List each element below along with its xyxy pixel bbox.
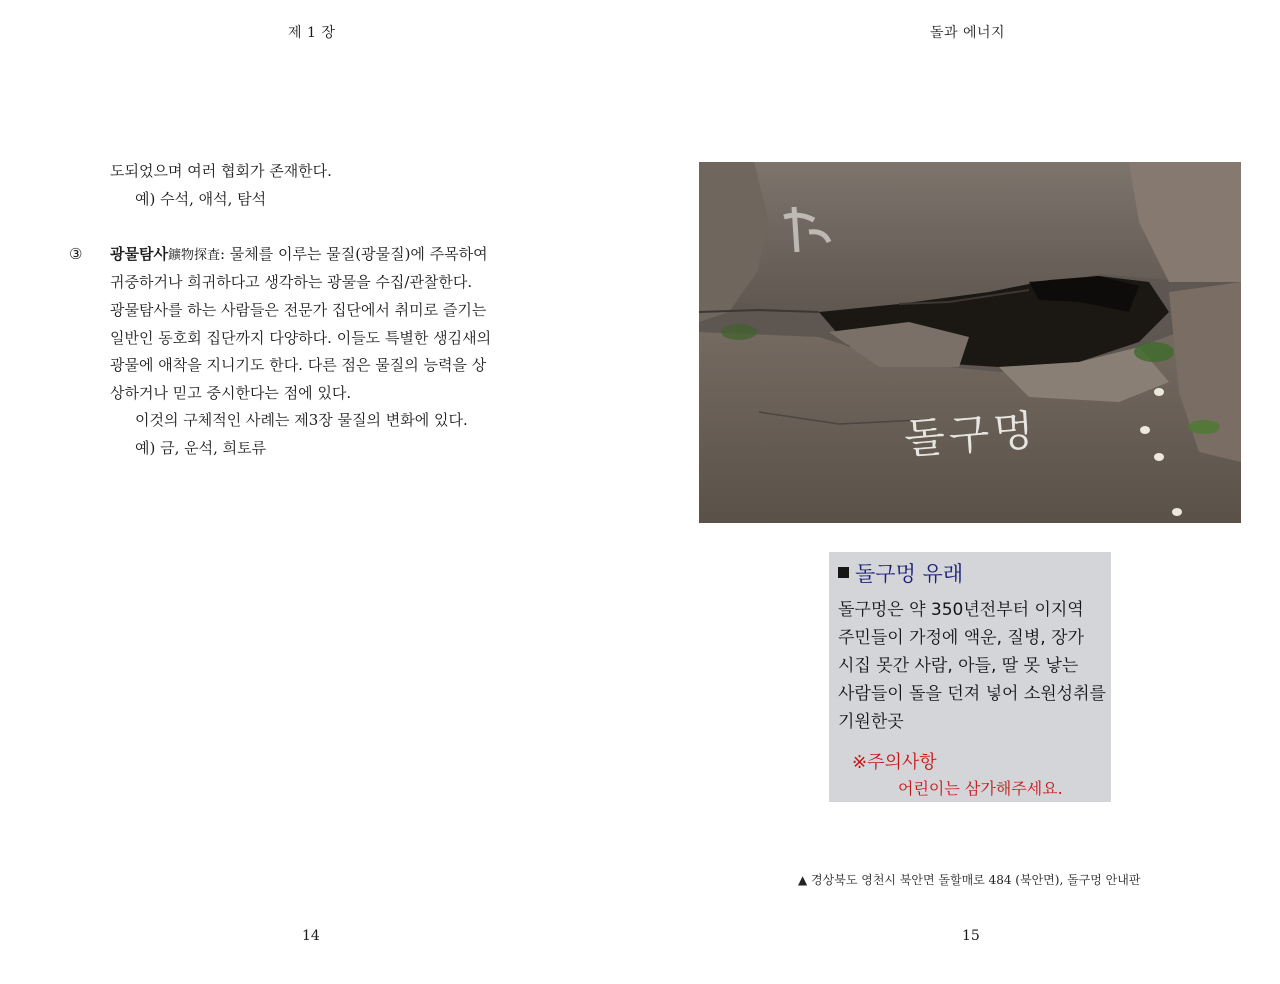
item-line: 귀중하거나 희귀하다고 생각하는 광물을 수집/관찰한다. [110, 273, 473, 292]
item-line: 광물에 애착을 지니기도 한다. 다른 점은 물질의 능력을 상 [110, 356, 487, 375]
item-first-line [110, 241, 530, 270]
sign-body-line: 돌구멍은 약 350년전부터 이지역 [838, 600, 1084, 620]
paragraph-gap [110, 213, 530, 241]
running-head-title: 돌과 에너지 [930, 25, 1006, 41]
list-item-mineral-exploration [69, 241, 530, 463]
sign-body-line: 사람들이 돌을 던져 넣어 소원성취를 [838, 684, 1106, 704]
item-line: 광물탐사를 하는 사람들은 전문가 집단에서 취미로 즐기는 [110, 300, 487, 319]
sign-title-text: 돌구멍 유래 [855, 562, 964, 586]
rock-illustration [699, 162, 1241, 523]
sign-body [838, 596, 1106, 736]
page-number-left: 14 [302, 928, 320, 944]
page-number-right: 15 [962, 928, 980, 944]
painted-rock-text: 돌구멍 [902, 405, 1040, 464]
body-text [69, 158, 530, 463]
item-marker: ③ [69, 244, 83, 263]
square-bullet-icon [838, 567, 849, 578]
item-reference: 이것의 구체적인 사례는 제3장 물질의 변화에 있다. [135, 411, 468, 430]
sign-body-line: 시집 못간 사람, 아들, 딸 못 낳는 [838, 656, 1079, 676]
running-head-chapter: 제 1 장 [288, 25, 336, 41]
item-term-hanja: 鑛物探査 [167, 247, 220, 263]
sign-body-line: 주민들이 가정에 액운, 질병, 장가 [838, 628, 1084, 648]
item-line: : 물체를 이루는 물질(광물질)에 주목하여 [219, 244, 488, 263]
sign-caution-text: 어린이는 삼가해주세요. [898, 779, 1063, 798]
item-term: 광물탐사 [110, 244, 168, 263]
info-signboard [829, 552, 1111, 802]
item-line: 일반인 동호회 집단까지 다양하다. 이들도 특별한 생김새의 [110, 328, 492, 347]
sign-title [838, 558, 1103, 588]
item-line: 상하거나 믿고 중시한다는 점에 있다. [110, 383, 352, 402]
sign-body-line: 기원한곳 [838, 712, 904, 732]
right-page [640, 0, 1280, 984]
stone-hole-photo [699, 162, 1241, 523]
item-example: 예) 금, 운석, 희토류 [135, 438, 267, 457]
figure-caption: ▲ 경상북도 영천시 북안면 돌할매로 484 (북안면), 돌구멍 안내판 [798, 873, 1141, 887]
sign-caution-title: ※주의사항 [852, 752, 937, 773]
continued-line: 도되었으며 여러 협회가 존재한다. [110, 162, 332, 180]
example-line: 예) 수석, 애석, 탐석 [135, 189, 267, 208]
